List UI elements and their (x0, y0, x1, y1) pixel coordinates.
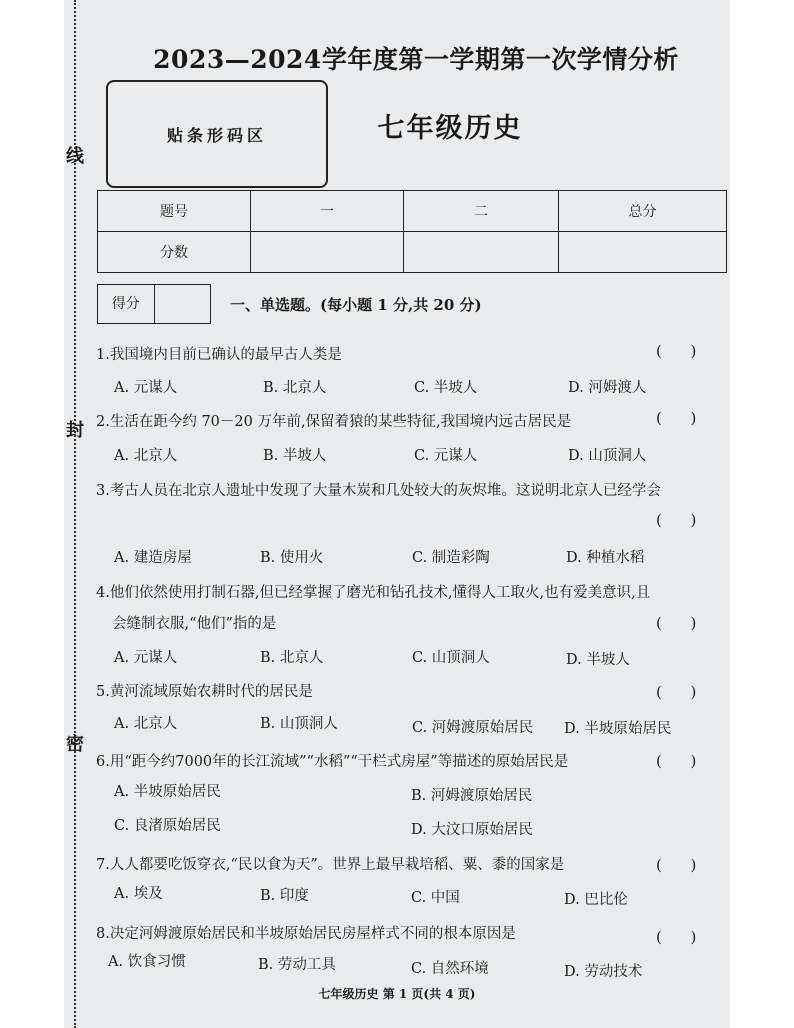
page-footer: 七年级历史 第 1 页(共 4 页) (318, 987, 476, 1001)
option-c[interactable]: C. 良渚原始居民 (114, 818, 221, 834)
option-b[interactable]: B. 半坡人 (263, 448, 327, 464)
question-4: 4.他们依然使用打制石器,但已经掌握了磨光和钻孔技术,懂得人工取火,也有爱美意识,且 (96, 585, 651, 601)
answer-blank[interactable]: ( ) (656, 511, 697, 529)
binding-char-xian: 线 (66, 146, 84, 167)
barcode-area (106, 80, 328, 188)
option-a[interactable]: A. 埃及 (114, 886, 163, 902)
exam-title: 2023—2024学年度第一学期第一次学情分析 (153, 45, 679, 74)
option-a[interactable]: A. 半坡原始居民 (114, 784, 221, 800)
question-3: 3.考古人员在北京人遗址中发现了大量木炭和几处较大的灰烬堆。这说明北京人已经学会 (96, 483, 661, 499)
option-b[interactable]: B. 山顶洞人 (260, 716, 338, 732)
answer-blank[interactable]: ( ) (656, 342, 697, 360)
section-score-label: 得分 (98, 285, 155, 323)
option-c[interactable]: C. 制造彩陶 (412, 550, 490, 566)
score-cell: 总分 (559, 191, 727, 232)
option-a[interactable]: A. 饮食习惯 (108, 954, 186, 970)
score-cell: 二 (404, 191, 559, 232)
answer-blank[interactable]: ( ) (656, 683, 697, 701)
option-a[interactable]: A. 元谋人 (114, 380, 178, 396)
binding-char-feng: 封 (66, 420, 84, 441)
score-cell[interactable] (559, 232, 727, 273)
option-c[interactable]: C. 中国 (411, 890, 460, 906)
option-b[interactable]: B. 印度 (260, 888, 309, 904)
score-table-value-row (98, 232, 727, 273)
section-heading: 一、单选题。(每小题 1 分,共 20 分) (230, 296, 482, 314)
option-d[interactable]: D. 半坡人 (566, 652, 630, 668)
option-b[interactable]: B. 北京人 (260, 650, 324, 666)
option-d[interactable]: D. 种植水稻 (566, 550, 645, 566)
answer-blank[interactable]: ( ) (656, 856, 697, 874)
option-a[interactable]: A. 北京人 (114, 448, 178, 464)
question-4-line2: 会缝制衣服,“他们”指的是 (112, 616, 277, 632)
option-c[interactable]: C. 山顶洞人 (412, 650, 490, 666)
question-6: 6.用“距今约7000年的长江流域”“水稻”“干栏式房屋”等描述的原始居民是 (96, 754, 569, 770)
option-b[interactable]: B. 河姆渡原始居民 (411, 788, 533, 804)
score-cell[interactable] (404, 232, 559, 273)
score-cell: 一 (251, 191, 404, 232)
score-cell: 题号 (98, 191, 251, 232)
question-5: 5.黄河流域原始农耕时代的居民是 (96, 684, 313, 700)
option-d[interactable]: D. 半坡原始居民 (564, 721, 672, 737)
option-b[interactable]: B. 北京人 (263, 380, 327, 396)
option-a[interactable]: A. 元谋人 (114, 650, 178, 666)
section-score-box (97, 284, 211, 324)
option-b[interactable]: B. 使用火 (260, 550, 324, 566)
option-d[interactable]: D. 大汶口原始居民 (411, 822, 533, 838)
question-2: 2.生活在距今约 70－20 万年前,保留着猿的某些特征,我国境内远古居民是 (96, 414, 572, 430)
option-b[interactable]: B. 劳动工具 (258, 957, 336, 973)
option-c[interactable]: C. 河姆渡原始居民 (412, 720, 534, 736)
subject-title: 七年级历史 (377, 113, 523, 144)
option-d[interactable]: D. 劳动技术 (564, 964, 643, 980)
answer-blank[interactable]: ( ) (656, 409, 697, 427)
question-8: 8.决定河姆渡原始居民和半坡原始居民房屋样式不同的根本原因是 (96, 926, 516, 942)
answer-blank[interactable]: ( ) (656, 752, 697, 770)
option-c[interactable]: C. 元谋人 (414, 448, 478, 464)
option-a[interactable]: A. 北京人 (114, 716, 178, 732)
score-cell: 分数 (98, 232, 251, 273)
option-d[interactable]: D. 河姆渡人 (568, 380, 647, 396)
answer-blank[interactable]: ( ) (656, 928, 697, 946)
barcode-label: 贴条形码区 (166, 125, 267, 145)
option-c[interactable]: C. 自然环境 (411, 961, 489, 977)
question-1: 1.我国境内目前已确认的最早古人类是 (96, 347, 342, 363)
score-table (97, 190, 727, 273)
binding-char-mi: 密 (66, 734, 84, 755)
score-table-header-row (98, 191, 727, 232)
option-d[interactable]: D. 巴比伦 (564, 892, 628, 908)
option-c[interactable]: C. 半坡人 (414, 380, 478, 396)
score-cell[interactable] (251, 232, 404, 273)
option-d[interactable]: D. 山顶洞人 (568, 448, 647, 464)
option-a[interactable]: A. 建造房屋 (114, 550, 192, 566)
answer-blank[interactable]: ( ) (656, 614, 697, 632)
question-7: 7.人人都要吃饭穿衣,“民以食为天”。世界上最早栽培稻、粟、黍的国家是 (96, 857, 565, 873)
section-score-field[interactable] (155, 285, 211, 323)
